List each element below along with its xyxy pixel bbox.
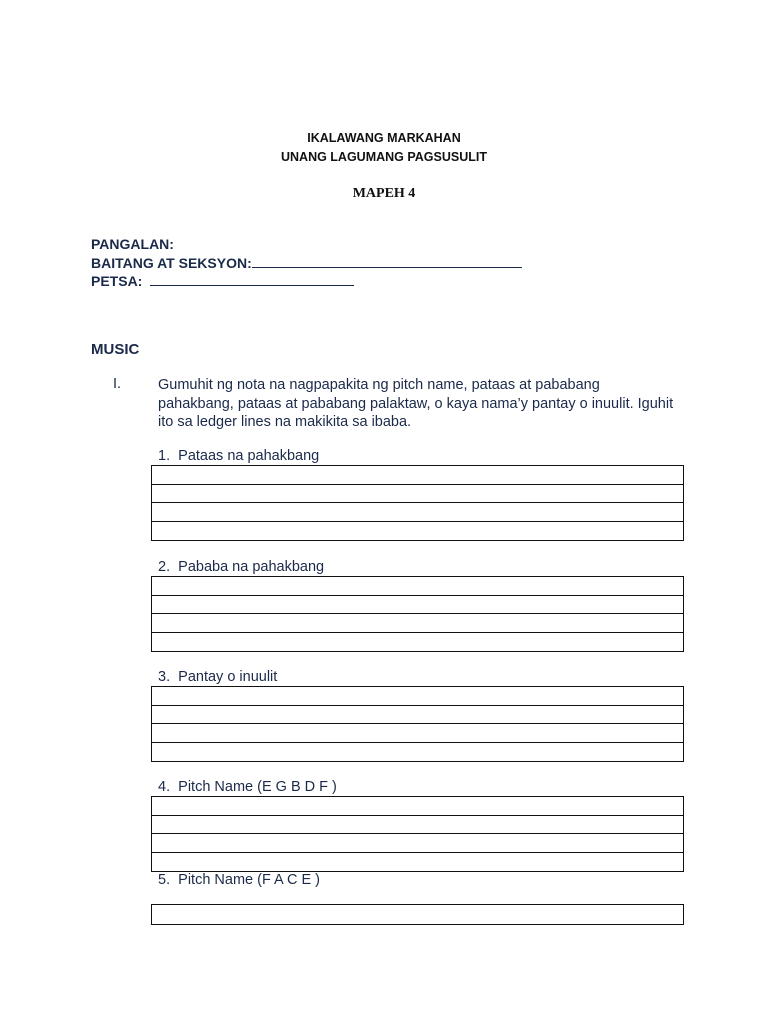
item-4-text: Pitch Name (E G B D F ) — [178, 779, 337, 795]
grade-section-label: BAITANG AT SEKSYON: — [91, 255, 252, 271]
staff-space — [152, 614, 683, 633]
staff-space — [152, 724, 683, 743]
item-2-text: Pababa na pahakbang — [178, 559, 325, 575]
staff-space — [152, 834, 683, 853]
item-3-ledger-lines[interactable] — [151, 686, 684, 762]
subject-title: MAPEH 4 — [352, 186, 416, 201]
staff-space — [152, 687, 683, 706]
date-blank[interactable] — [150, 271, 354, 286]
item-3-text: Pantay o inuulit — [178, 669, 278, 685]
grade-section-field[interactable] — [91, 253, 522, 271]
item-5-number: 5. — [158, 872, 171, 888]
item-2-label — [158, 559, 324, 575]
item-1-label — [158, 448, 319, 464]
staff-space — [152, 706, 683, 725]
item-5-text: Pitch Name (F A C E ) — [178, 872, 320, 888]
staff-space — [152, 797, 683, 816]
item-4-ledger-lines[interactable] — [151, 796, 684, 872]
staff-space — [152, 633, 683, 652]
date-label: PETSA: — [91, 273, 143, 289]
test-title: UNANG LAGUMANG PAGSUSULIT — [280, 150, 487, 164]
item-3-label — [158, 669, 277, 685]
staff-space — [152, 503, 683, 522]
item-3-number: 3. — [158, 669, 171, 685]
staff-space — [152, 596, 683, 615]
staff-space — [152, 522, 683, 541]
item-5-label — [158, 872, 320, 888]
part-number: I. — [113, 376, 122, 392]
item-2-ledger-lines[interactable] — [151, 576, 684, 652]
staff-space — [152, 466, 683, 485]
staff-space — [152, 905, 683, 924]
item-4-label — [158, 779, 337, 795]
staff-space — [152, 853, 683, 872]
section-heading: MUSIC — [91, 341, 140, 358]
item-1-text: Pataas na pahakbang — [178, 448, 320, 464]
date-field[interactable] — [91, 271, 354, 289]
staff-space — [152, 743, 683, 762]
item-1-number: 1. — [158, 448, 171, 464]
item-5-ledger-lines[interactable] — [151, 904, 684, 925]
item-4-number: 4. — [158, 779, 171, 795]
item-2-number: 2. — [158, 559, 171, 575]
item-1-ledger-lines[interactable] — [151, 465, 684, 541]
quarter-title: IKALAWANG MARKAHAN — [307, 131, 461, 145]
staff-space — [152, 485, 683, 504]
name-field[interactable] — [91, 236, 174, 252]
name-label: PANGALAN: — [91, 236, 174, 252]
instruction-text: Gumuhit ng nota na nagpapakita ng pitch name, pataas at pababang pahakbang, pataas at pababang palaktaw, o kaya nama’y pantay o inuulit. Iguhit ito sa ledger lines na makikita sa ibaba. — [158, 377, 674, 430]
staff-space — [152, 816, 683, 835]
grade-section-blank[interactable] — [252, 253, 522, 268]
staff-space — [152, 577, 683, 596]
